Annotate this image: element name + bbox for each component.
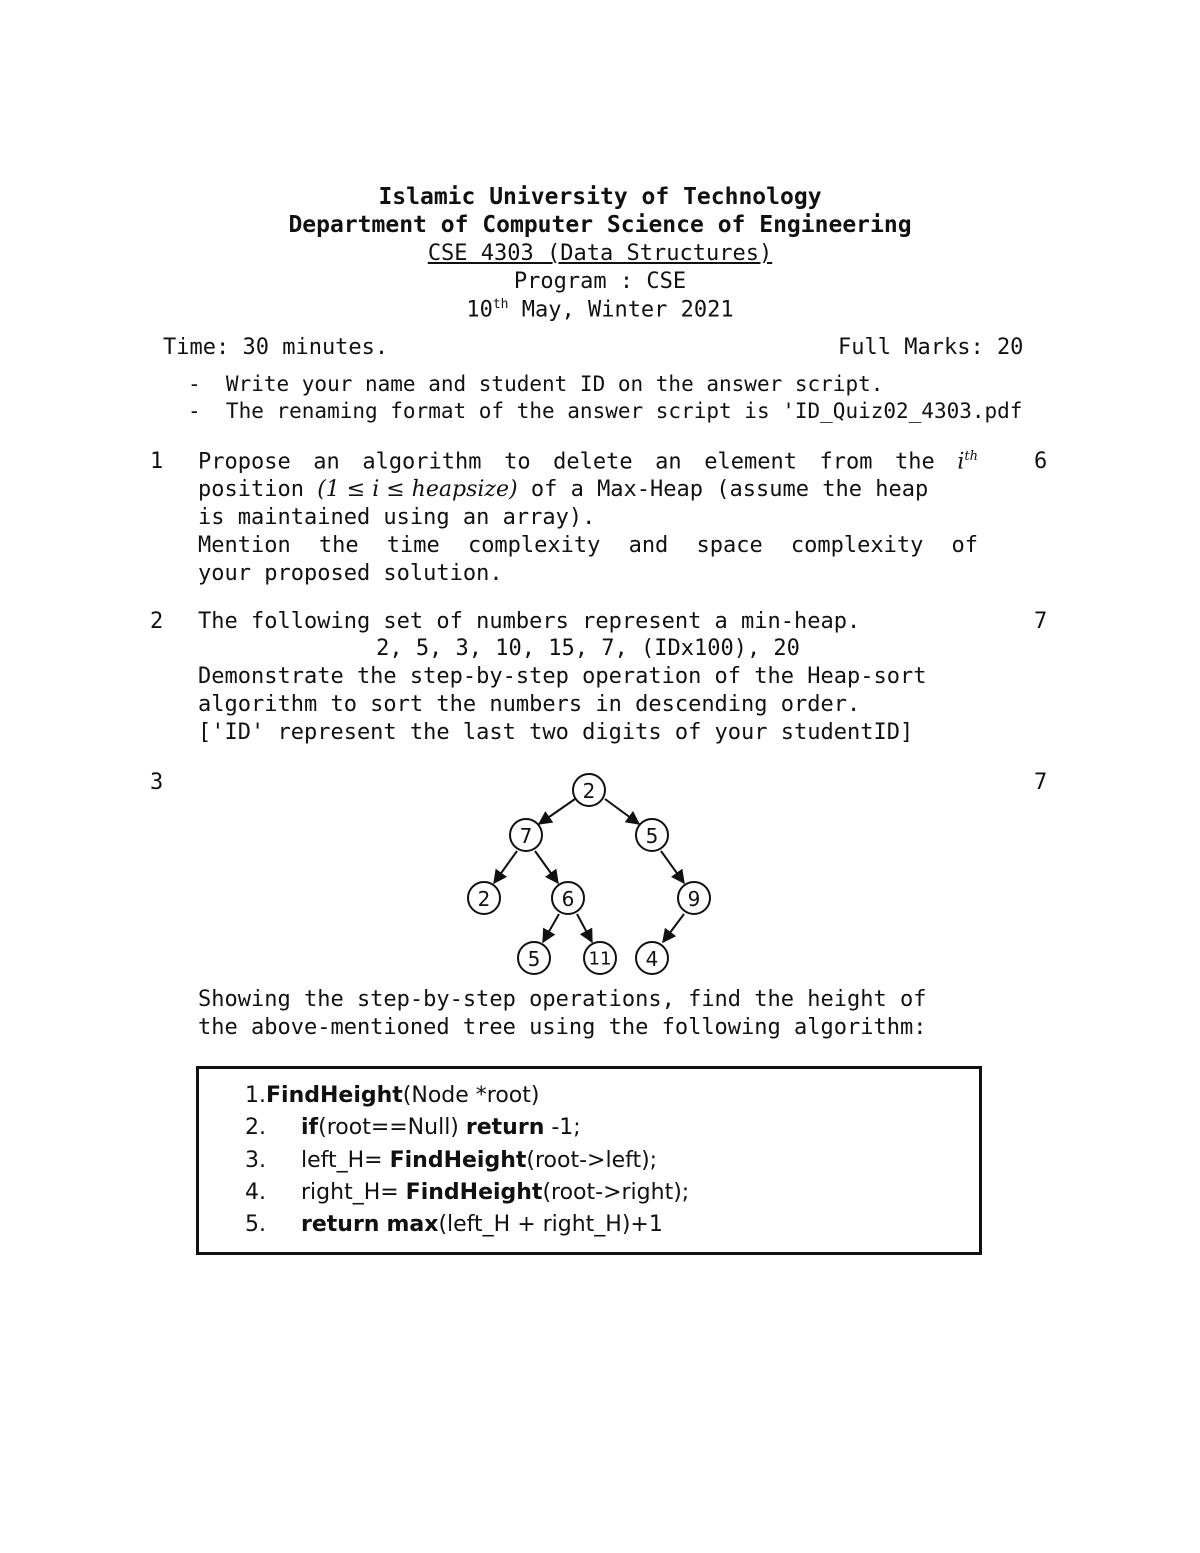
code-line-3-rest: (root->left); <box>526 1148 658 1173</box>
q1-i-math: i <box>957 449 965 475</box>
edge-2-5 <box>605 799 639 824</box>
q2-line-5: ['ID' represent the last two digits of your studentID] <box>198 720 914 745</box>
edge-2-7 <box>539 799 575 824</box>
code-line-4-num: 4. <box>245 1180 266 1205</box>
q3-line-2: the above-mentioned tree using the following algorithm: <box>198 1015 927 1040</box>
q2-line-3: Demonstrate the step-by-step operation of the Heap-sort <box>198 664 927 689</box>
tree-node-label: 7 <box>519 824 533 848</box>
q1-line-2-pre: position <box>198 477 318 502</box>
tree-node-label: 6 <box>561 887 575 911</box>
code-line-2 <box>245 1115 581 1140</box>
date-rest: May, Winter 2021 <box>508 297 734 323</box>
code-line-4-rest: (root->right); <box>542 1180 690 1205</box>
program-line: Program : CSE <box>513 269 687 294</box>
code-line-1-kw: FindHeight <box>266 1083 403 1108</box>
code-line-4 <box>245 1180 689 1205</box>
tree-node-label: 9 <box>687 887 701 911</box>
q1-line-4: Mention the time complexity and space complexity of <box>198 533 978 558</box>
edge-6-5 <box>543 914 559 942</box>
instruction-1: - Write your name and student ID on the answer script. <box>188 372 884 396</box>
code-line-5-kw2: max <box>386 1212 439 1237</box>
q2-marks: 7 <box>1034 609 1048 634</box>
edge-7-2 <box>494 851 517 883</box>
q1-number: 1 <box>150 449 164 474</box>
q2-line-1: The following set of numbers represent a min-heap. <box>198 609 861 634</box>
q3-number: 3 <box>150 770 164 795</box>
code-line-5 <box>245 1212 663 1237</box>
code-line-5-rest: (left_H + right_H)+1 <box>438 1212 663 1237</box>
code-line-2-kw1: if <box>301 1115 319 1140</box>
edge-5-9 <box>661 851 684 883</box>
q2-number: 2 <box>150 609 164 634</box>
code-line-1 <box>245 1083 539 1108</box>
code-line-1-rest: (Node *root) <box>402 1083 540 1108</box>
q3-marks: 7 <box>1034 770 1048 795</box>
course-title-text: CSE 4303 (Data Structures) <box>427 241 773 266</box>
q1-i-sup: th <box>964 449 978 464</box>
code-line-3-num: 3. <box>245 1148 266 1173</box>
q1-line-1-text: Propose an algorithm to delete an element from the <box>198 449 935 475</box>
q1-line-2-post: of a Max-Heap (assume the heap <box>517 477 929 502</box>
q1-line-3: is maintained using an array). <box>198 505 596 530</box>
full-marks: Full Marks: 20 <box>838 335 1024 360</box>
code-line-4-kw: FindHeight <box>405 1180 543 1205</box>
code-line-2-mid: (root==Null) <box>318 1115 466 1140</box>
tree-node-label: 2 <box>582 779 596 803</box>
date-sup: th <box>492 297 509 312</box>
tree-node-label: 4 <box>645 947 659 971</box>
tree-node-label: 2 <box>477 887 491 911</box>
q2-line-4: algorithm to sort the numbers in descending order. <box>198 692 861 717</box>
code-line-4-pre: right_H= <box>301 1180 406 1205</box>
code-line-2-kw2: return <box>465 1115 545 1140</box>
code-line-2-num: 2. <box>245 1115 266 1140</box>
department-name: Department of Computer Science of Engineering <box>288 212 912 238</box>
q1-range-math: (1 ≤ i ≤ heapsize) <box>317 477 518 502</box>
edge-9-4 <box>663 914 684 942</box>
university-name: Islamic University of Technology <box>378 184 822 210</box>
q2-number-set: 2, 5, 3, 10, 15, 7, (IDx100), 20 <box>376 636 800 661</box>
tree-node-label: 5 <box>645 824 659 848</box>
code-line-3-pre: left_H= <box>301 1148 390 1173</box>
tree-node-label: 11 <box>588 948 612 970</box>
q1-line-5: your proposed solution. <box>198 561 503 586</box>
exam-time: Time: 30 minutes. <box>163 335 389 360</box>
algorithm-code-box <box>196 1066 982 1255</box>
instruction-2: - The renaming format of the answer script is 'ID_Quiz02_4303.pdf <box>188 399 1023 423</box>
tree-node-label: 5 <box>527 947 541 971</box>
code-line-3 <box>245 1148 657 1173</box>
q1-marks: 6 <box>1034 449 1048 474</box>
date-day: 10 <box>466 297 493 323</box>
edge-7-6 <box>535 851 558 883</box>
code-line-5-num: 5. <box>245 1212 266 1237</box>
q3-line-1: Showing the step-by-step operations, find the height of <box>198 987 927 1012</box>
code-line-5-kw1: return <box>301 1212 380 1237</box>
code-line-2-rest: -1; <box>544 1115 581 1140</box>
code-line-3-kw: FindHeight <box>389 1148 527 1173</box>
code-line-1-num: 1. <box>245 1083 266 1108</box>
edge-6-11 <box>577 914 592 942</box>
